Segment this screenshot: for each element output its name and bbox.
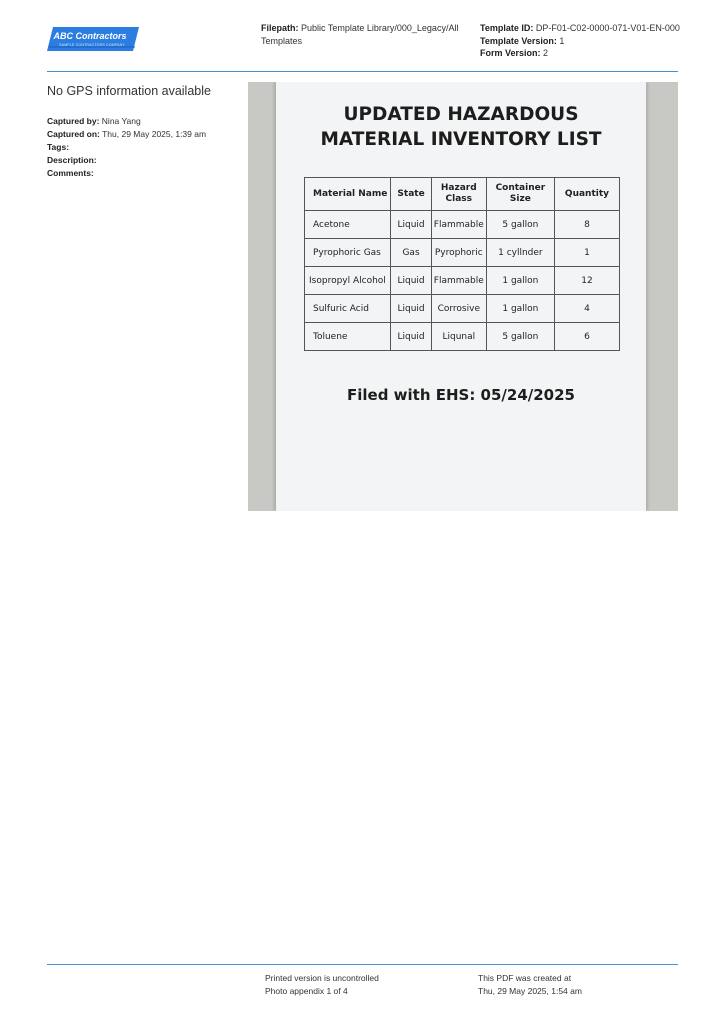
comments-label: Comments: (47, 168, 94, 178)
material-name-cell: Isopropyl Alcohol (305, 267, 391, 295)
captured-photo (248, 82, 678, 511)
template-version-label: Template Version: (480, 35, 557, 46)
template-id-line (480, 22, 700, 35)
logo-tagline: SAMPLE CONTRACTORS COMPANY (59, 43, 125, 47)
quantity-cell: 12 (554, 267, 619, 295)
form-version-value: 2 (543, 48, 549, 58)
photo-metadata (47, 115, 206, 180)
description-label: Description: (47, 155, 97, 165)
column-header: Container Size (486, 178, 554, 211)
hazard-class-cell: Flammable (431, 267, 486, 295)
logo-name: ABC Contractors (53, 31, 127, 41)
company-logo (47, 27, 139, 51)
template-id-label: Template ID: (480, 23, 534, 33)
container-size-cell: 1 gallon (486, 267, 554, 295)
column-header: Material Name (305, 178, 391, 211)
form-version-label: Form Version: (480, 48, 541, 58)
column-header: Quantity (554, 178, 619, 211)
state-cell: Gas (391, 239, 431, 267)
captured-by-label: Captured by: (47, 116, 100, 126)
description-line (47, 154, 206, 167)
table-header-row (305, 178, 620, 211)
container-size-cell: 5 gallon (486, 211, 554, 239)
comments-line (47, 167, 206, 180)
material-name-cell: Acetone (305, 211, 391, 239)
hazard-class-cell: Flammable (431, 211, 486, 239)
table-row (305, 295, 620, 323)
template-version-line (480, 35, 700, 48)
table-row (305, 267, 620, 295)
template-version-value: 1 (559, 35, 565, 46)
captured-on-line (47, 128, 206, 141)
material-name-cell: Toluene (305, 323, 391, 351)
uncontrolled-notice: Printed version is uncontrolled (265, 973, 379, 983)
captured-by-line (47, 115, 206, 128)
template-info-block (480, 22, 700, 60)
footer-left (265, 972, 465, 998)
state-cell: Liquid (391, 295, 431, 323)
form-version-line (480, 47, 700, 60)
hazard-class-cell: Liqunal (431, 323, 486, 351)
container-size-cell: 1 gallon (486, 295, 554, 323)
quantity-cell: 1 (554, 239, 619, 267)
hazard-class-cell: Corrosive (431, 295, 486, 323)
sheet-title-line-1: UPDATED HAZARDOUS (343, 104, 579, 125)
captured-by-value: Nina Yang (101, 116, 141, 126)
captured-on-value: Thu, 29 May 2025, 1:39 am (102, 129, 207, 139)
inventory-sheet (276, 82, 646, 511)
inventory-table (304, 177, 620, 351)
header-divider (47, 71, 678, 72)
appendix-page: Photo appendix 1 of 4 (265, 986, 348, 996)
material-name-cell: Sulfuric Acid (305, 295, 391, 323)
sheet-title-line-2: MATERIAL INVENTORY LIST (320, 129, 602, 150)
filepath-label: Filepath: (261, 23, 299, 33)
tags-label: Tags: (47, 142, 70, 152)
created-label: This PDF was created at (478, 973, 572, 983)
footer-right (478, 972, 678, 998)
tags-line (47, 141, 206, 154)
footer-divider (47, 964, 678, 965)
table-row (305, 239, 620, 267)
state-cell: Liquid (391, 211, 431, 239)
state-cell: Liquid (391, 323, 431, 351)
template-id-value: DP-F01-C02-0000-071-V01-EN-000 (535, 23, 680, 33)
quantity-cell: 6 (554, 323, 619, 351)
column-header: Hazard Class (431, 178, 486, 211)
filepath-value: Public Template Library/000_Legacy/All Templates (261, 23, 459, 46)
container-size-cell: 1 cyllnder (486, 239, 554, 267)
hazard-class-cell: Pyrophoric (431, 239, 486, 267)
table-row (305, 323, 620, 351)
quantity-cell: 4 (554, 295, 619, 323)
quantity-cell: 8 (554, 211, 619, 239)
material-name-cell: Pyrophoric Gas (305, 239, 391, 267)
created-value: Thu, 29 May 2025, 1:54 am (478, 986, 582, 996)
gps-status: No GPS information available (47, 84, 211, 98)
column-header: State (391, 178, 431, 211)
table-row (305, 211, 620, 239)
sheet-title (276, 102, 646, 152)
container-size-cell: 5 gallon (486, 323, 554, 351)
captured-on-label: Captured on: (47, 129, 100, 139)
state-cell: Liquid (391, 267, 431, 295)
filed-with-ehs: Filed with EHS: 05/24/2025 (346, 386, 575, 404)
filepath-block (261, 22, 461, 47)
